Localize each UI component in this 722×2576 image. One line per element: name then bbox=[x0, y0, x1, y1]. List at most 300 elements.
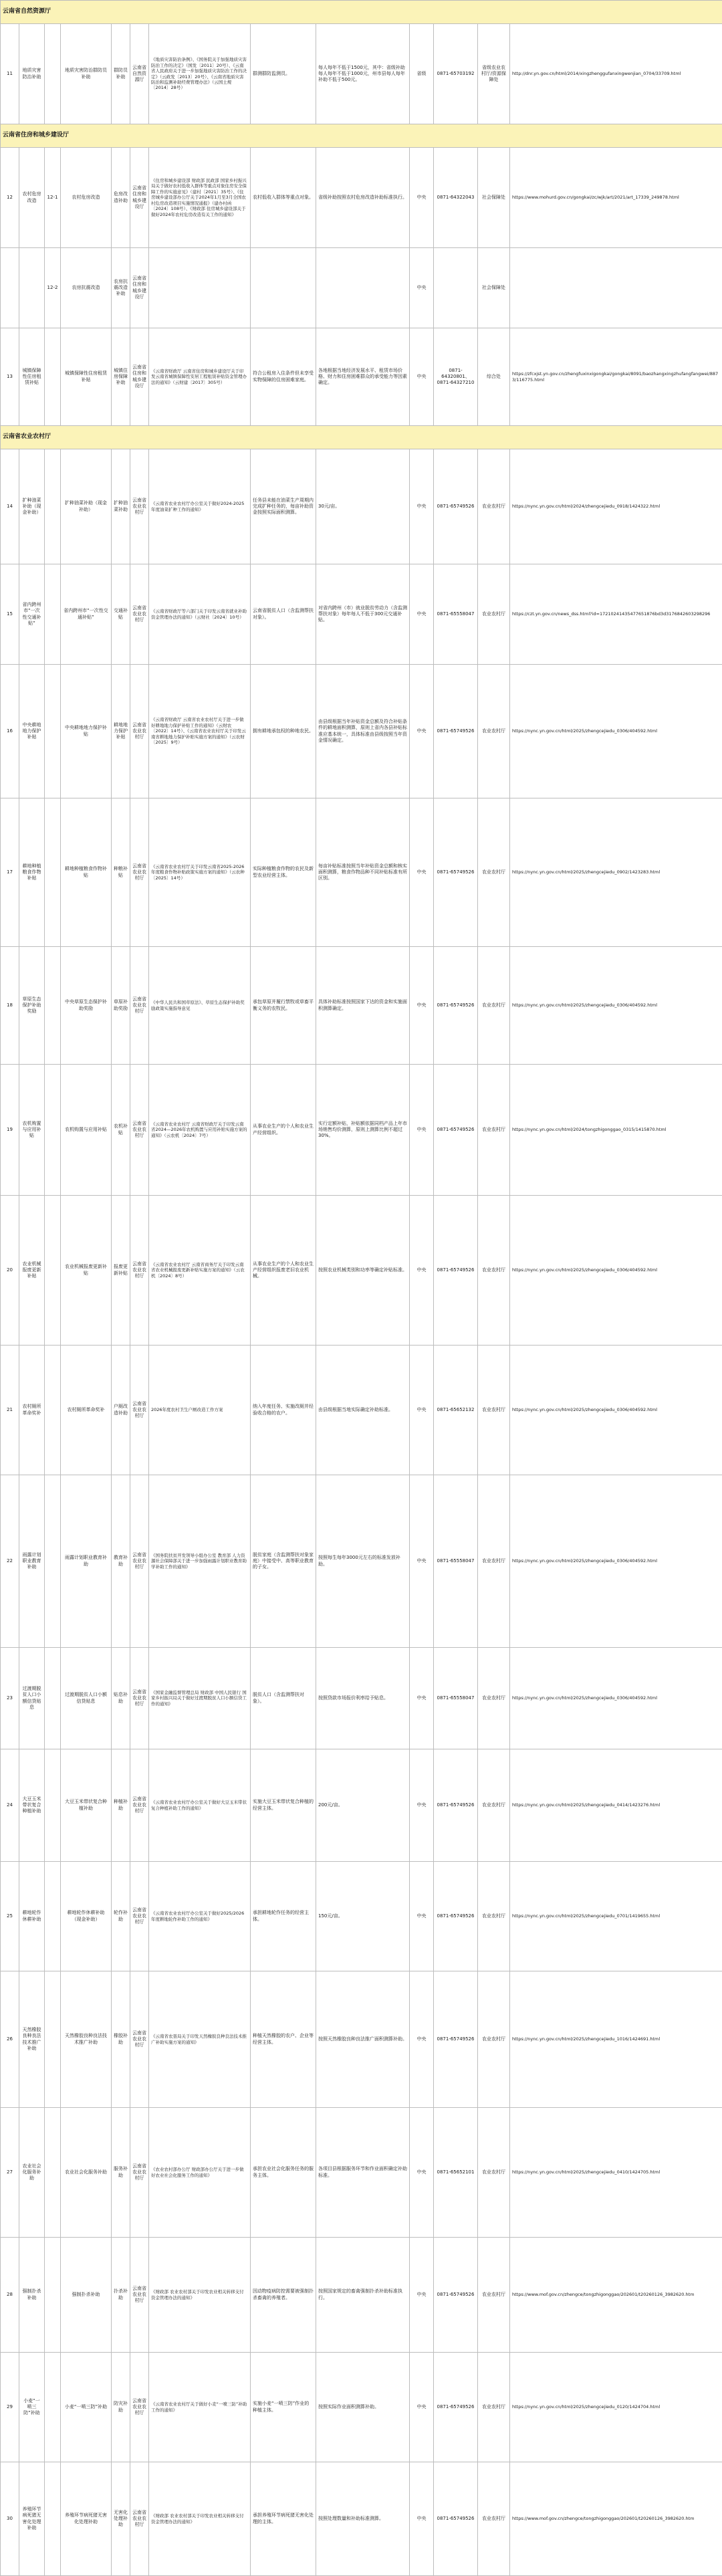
row-number-cell: 11 bbox=[1, 24, 19, 124]
subsidy-standard-cell: 由县级根据当年补贴资金总额及符合补贴条件的耕地面积测算，原则上省内各县补贴标准应基本统一，具体标准由县级按照当年资金情况确定。 bbox=[316, 665, 410, 798]
contact-phone-cell: 0871-65703192 bbox=[434, 24, 478, 124]
subsidy-category-cell: 教育补助 bbox=[112, 1475, 130, 1648]
contact-phone-cell: 0871-65749526 bbox=[434, 2238, 478, 2353]
sub-project-name-cell: 农村危房改造 bbox=[61, 148, 112, 248]
sub-project-name-cell: 天然橡胶良种良法技术推广补助 bbox=[61, 1971, 112, 2108]
subsidy-category-cell: 贴息补助 bbox=[112, 1648, 130, 1749]
contact-phone-cell: 0871-64322043 bbox=[434, 148, 478, 248]
contact-phone-cell: 0871-65749526 bbox=[434, 1862, 478, 1971]
sub-number-cell bbox=[45, 2462, 61, 2576]
subsidy-category-cell: 草原补助奖励 bbox=[112, 947, 130, 1065]
contact-phone-cell: 0871-65749526 bbox=[434, 449, 478, 564]
subsidy-standard-cell: 按照天然橡胶良种良法推广面积测算补助。 bbox=[316, 1971, 410, 2108]
policy-basis-cell: 《云南省农垦局关于印发天然橡胶良种良法技术推广补助实施方案的通知》 bbox=[149, 1971, 251, 2108]
subsidy-category-cell: 农机补贴 bbox=[112, 1065, 130, 1196]
responsible-office-cell: 农业农村厅 bbox=[478, 2108, 510, 2238]
table-row bbox=[1, 947, 722, 1065]
subsidy-target-cell: 实施小麦“一喷三防”作业的种植主体。 bbox=[251, 2353, 316, 2462]
row-number-cell: 12 bbox=[1, 148, 19, 248]
policy-url-cell[interactable] bbox=[510, 248, 722, 328]
project-name-cell: 农业机械报废更新补贴 bbox=[19, 1196, 45, 1346]
project-name-cell: 农村厕所革命奖补 bbox=[19, 1346, 45, 1475]
project-name-cell bbox=[19, 248, 45, 328]
fund-level-cell: 中央 bbox=[410, 1196, 434, 1346]
row-number-cell: 19 bbox=[1, 1065, 19, 1196]
sub-project-name-cell: 养殖环节病死猪无害化处理补助 bbox=[61, 2462, 112, 2576]
subsidy-standard-cell: 每人每年不低于1500元，其中：省级补助每人每年不低于1000元，州市县每人每年补助不低于500元。 bbox=[316, 24, 410, 124]
subsidy-standard-cell: 30元/亩。 bbox=[316, 449, 410, 564]
subsidy-standard-cell: 实行定额补贴，补贴额依据同档产品上年市场销售均价测算，原则上测算比例不超过30%。 bbox=[316, 1065, 410, 1196]
subsidy-target-cell: 承担农业社会化服务任务的服务主体。 bbox=[251, 2108, 316, 2238]
sub-number-cell bbox=[45, 1065, 61, 1196]
subsidy-category-cell: 轮作补助 bbox=[112, 1862, 130, 1971]
responsible-office-cell: 农业农村厅 bbox=[478, 1749, 510, 1862]
responsible-office-cell: 农业农村厅 bbox=[478, 2462, 510, 2576]
sub-project-name-cell: 中央草原生态保护补助奖励 bbox=[61, 947, 112, 1065]
contact-phone-cell: 0871-65652101 bbox=[434, 2108, 478, 2238]
fund-level-cell: 中央 bbox=[410, 1475, 434, 1648]
responsible-office-cell: 农业农村厅 bbox=[478, 665, 510, 798]
contact-phone-cell: 0871-65749526 bbox=[434, 1971, 478, 2108]
sub-project-name-cell: 农业机械报废更新补贴 bbox=[61, 1196, 112, 1346]
project-name-cell: 雨露计划职业教育补助 bbox=[19, 1475, 45, 1648]
project-name-cell: 大豆玉米带状复合种植补助 bbox=[19, 1749, 45, 1862]
row-number-cell: 20 bbox=[1, 1196, 19, 1346]
subsidy-category-cell: 橡胶补助 bbox=[112, 1971, 130, 2108]
policy-url-cell[interactable]: https://nync.yn.gov.cn/html/2025/zhengcejiedu_0410/1424705.html bbox=[510, 2108, 722, 2238]
policy-url-cell[interactable]: https://nync.yn.gov.cn/html/2025/zhengcejiedu_0306/404592.html bbox=[510, 1346, 722, 1475]
subsidy-category-cell: 种粮补贴 bbox=[112, 798, 130, 947]
policy-url-cell[interactable]: https://nync.yn.gov.cn/html/2025/zhengcejiedu_0701/1419655.html bbox=[510, 1862, 722, 1971]
policy-basis-cell: 2026年度农村卫生户厕改造工作方案 bbox=[149, 1346, 251, 1475]
sub-number-cell bbox=[45, 328, 61, 426]
sub-project-name-cell: 中央耕地地力保护补贴 bbox=[61, 665, 112, 798]
responsible-office-cell: 社会保障处 bbox=[478, 148, 510, 248]
sub-project-name-cell: 强制扑杀补助 bbox=[61, 2238, 112, 2353]
row-number-cell: 25 bbox=[1, 1862, 19, 1971]
sub-number-cell bbox=[45, 564, 61, 665]
fund-level-cell: 中央 bbox=[410, 947, 434, 1065]
fund-level-cell: 中央 bbox=[410, 1971, 434, 2108]
sub-project-name-cell: 大豆玉米带状复合种植补助 bbox=[61, 1749, 112, 1862]
sub-project-name-cell: 农房抗震改造 bbox=[61, 248, 112, 328]
policy-url-cell[interactable]: https://nync.yn.gov.cn/html/2025/zhengcejiedu_1016/1424691.html bbox=[510, 1971, 722, 2108]
row-number-cell: 13 bbox=[1, 328, 19, 426]
fund-level-cell: 中央 bbox=[410, 2462, 434, 2576]
row-number-cell: 17 bbox=[1, 798, 19, 947]
contact-phone-cell: 0871-65749526 bbox=[434, 665, 478, 798]
sub-project-name-cell: 农村厕所革命奖补 bbox=[61, 1346, 112, 1475]
subsidy-standard-cell: 对省内跨州（市）就业脱贫劳动力（含监测帮扶对象）每年每人不低于300元交通补贴。 bbox=[316, 564, 410, 665]
contact-phone-cell: 0871-65558047 bbox=[434, 564, 478, 665]
subsidy-standard-cell: 由县级根据当地实际确定补助标准。 bbox=[316, 1346, 410, 1475]
section-title: 云南省自然资源厅 bbox=[1, 1, 722, 24]
table-row bbox=[1, 1648, 722, 1749]
row-number-cell: 14 bbox=[1, 449, 19, 564]
subsidy-standard-cell: 按照实际作业面积测算补助。 bbox=[316, 2353, 410, 2462]
responsible-office-cell: 农业农村厅 bbox=[478, 947, 510, 1065]
project-name-cell: 养殖环节病死猪无害化处理补助 bbox=[19, 2462, 45, 2576]
policy-url-cell[interactable]: https://nync.yn.gov.cn/html/2025/zhengcejiedu_0902/1423283.html bbox=[510, 798, 722, 947]
table-body bbox=[1, 1, 722, 2576]
subsidy-standard-cell: 按照农业机械类别和功率等确定补贴标准。 bbox=[316, 1196, 410, 1346]
project-name-cell: 农机购置与应用补贴 bbox=[19, 1065, 45, 1196]
fund-level-cell: 中央 bbox=[410, 1346, 434, 1475]
fund-level-cell: 中央 bbox=[410, 1862, 434, 1971]
department-cell: 云南省农业农村厅 bbox=[130, 2353, 149, 2462]
section-header bbox=[1, 1, 722, 24]
department-cell: 云南省农业农村厅 bbox=[130, 2238, 149, 2353]
sub-project-name-cell: 耕地种植粮食作物补贴 bbox=[61, 798, 112, 947]
subsidy-standard-cell: 具体补助标准按照国家下达的资金和实施面积测算确定。 bbox=[316, 947, 410, 1065]
project-name-cell: 城镇保障性住房租赁补贴 bbox=[19, 328, 45, 426]
contact-phone-cell: 0871-64320801、0871-64327210 bbox=[434, 328, 478, 426]
policy-url-cell[interactable]: https://www.mof.gov.cn/zhengce/tongzhigonggao/202601/t20260126_3982620.htm bbox=[510, 2462, 722, 2576]
policy-basis-cell: 《云南省财政厅 云南省住房和城乡建设厅关于印发云南省城镇保障性安居工程租赁补贴资金管理办法的通知》（云财建〔2017〕305号） bbox=[149, 328, 251, 426]
department-cell: 云南省农业农村厅 bbox=[130, 2108, 149, 2238]
project-name-cell: 省内跨州市“一次性交通补贴” bbox=[19, 564, 45, 665]
table-row bbox=[1, 2238, 722, 2353]
department-cell: 云南省农业农村厅 bbox=[130, 798, 149, 947]
fund-level-cell: 中央 bbox=[410, 2353, 434, 2462]
subsidy-target-cell: 符合公租房入住条件但未享受实物保障的住房困难家庭。 bbox=[251, 328, 316, 426]
policy-basis-cell: 《财政部 农业农村部关于印发农业相关转移支付资金管理办法的通知》 bbox=[149, 2462, 251, 2576]
row-number-cell: 26 bbox=[1, 1971, 19, 2108]
contact-phone-cell: 0871-65652132 bbox=[434, 1346, 478, 1475]
subsidy-category-cell: 报废更新补贴 bbox=[112, 1196, 130, 1346]
responsible-office-cell: 农业农村厅 bbox=[478, 1475, 510, 1648]
table-row bbox=[1, 1971, 722, 2108]
sub-number-cell bbox=[45, 2353, 61, 2462]
department-cell: 云南省农业农村厅 bbox=[130, 1862, 149, 1971]
sub-number-cell bbox=[45, 24, 61, 124]
contact-phone-cell: 0871-65749526 bbox=[434, 798, 478, 947]
contact-phone-cell: 0871-65749526 bbox=[434, 1196, 478, 1346]
subsidy-category-cell: 防灾补助 bbox=[112, 2353, 130, 2462]
subsidy-target-cell: 种植天然橡胶的农户、企业等经营主体。 bbox=[251, 1971, 316, 2108]
department-cell: 云南省农业农村厅 bbox=[130, 2462, 149, 2576]
policy-url-cell[interactable]: https://nync.yn.gov.cn/html/2024/zhengcejiedu_0918/1424322.html bbox=[510, 449, 722, 564]
policy-basis-cell: 《云南省农业农村厅关于印发云南省2025-2026年度粮食作物补贴政策实施方案的通知》（云农种〔2025〕14号） bbox=[149, 798, 251, 947]
subsidy-category-cell: 危房改造补助 bbox=[112, 148, 130, 248]
table-row bbox=[1, 2353, 722, 2462]
sub-number-cell bbox=[45, 1971, 61, 2108]
sub-number-cell bbox=[45, 1196, 61, 1346]
policy-url-cell[interactable]: https://nync.yn.gov.cn/html/2025/zhengcejiedu_0306/404592.html bbox=[510, 665, 722, 798]
subsidy-standard-cell: 每亩补贴标准按照当年补贴资金总额和核实面积测算，粮食作物品种不同补贴标准有所区别。 bbox=[316, 798, 410, 947]
table-row bbox=[1, 248, 722, 328]
subsidy-category-cell: 种植补助 bbox=[112, 1749, 130, 1862]
contact-phone-cell: 0871-65749526 bbox=[434, 1749, 478, 1862]
subsidy-target-cell: 任务县未能在油菜生产周期内完成扩种任务的，每亩补助资金按照实际面积测算。 bbox=[251, 449, 316, 564]
sub-project-name-cell: 雨露计划职业教育补助 bbox=[61, 1475, 112, 1648]
policy-url-cell[interactable]: https://www.mohurd.gov.cn/gongkai/zc/wjk/art/2021/art_17339_249878.html bbox=[510, 148, 722, 248]
subsidy-standard-cell: 200元/亩。 bbox=[316, 1749, 410, 1862]
policy-basis-cell: 《云南省财政厅 云南省农业农村厅关于进一步做好耕地地力保护补贴工作的通知》（云财农〔2022〕14号）、《云南省农业农村厅关于印发云南省耕地地力保护补贴实施方案的通知》（云农财〔2025〕9号） bbox=[149, 665, 251, 798]
policy-url-cell[interactable]: https://nync.yn.gov.cn/html/2025/zhengcejiedu_0306/404592.html bbox=[510, 1196, 722, 1346]
department-cell: 云南省自然资源厅 bbox=[130, 24, 149, 124]
table-row bbox=[1, 1749, 722, 1862]
department-cell: 云南省农业农村厅 bbox=[130, 1648, 149, 1749]
fund-level-cell: 省级 bbox=[410, 24, 434, 124]
subsidy-target-cell: 承担耕地轮作任务的经营主体。 bbox=[251, 1862, 316, 1971]
department-cell: 云南省农业农村厅 bbox=[130, 564, 149, 665]
department-cell: 云南省农业农村厅 bbox=[130, 665, 149, 798]
table-row bbox=[1, 1065, 722, 1196]
project-name-cell: 耕地轮作休耕补助 bbox=[19, 1862, 45, 1971]
subsidy-standard-cell bbox=[316, 248, 410, 328]
subsidy-target-cell: 云南省脱贫人口（含监测帮扶对象）。 bbox=[251, 564, 316, 665]
subsidy-category-cell: 户厕改造补助 bbox=[112, 1346, 130, 1475]
sub-number-cell bbox=[45, 1648, 61, 1749]
policy-url-cell[interactable]: http://dnr.yn.gov.cn/html/2014/xingzhenggufanxingwenjian_0704/33709.html bbox=[510, 24, 722, 124]
subsidy-standard-cell: 150元/亩。 bbox=[316, 1862, 410, 1971]
project-name-cell: 过渡期脱贫人口小额信贷贴息 bbox=[19, 1648, 45, 1749]
sub-number-cell bbox=[45, 2108, 61, 2238]
row-number-cell: 23 bbox=[1, 1648, 19, 1749]
responsible-office-cell: 省级农业农村厅/资源保障处 bbox=[478, 24, 510, 124]
subsidy-target-cell: 实施大豆玉米带状复合种植的经营主体。 bbox=[251, 1749, 316, 1862]
policy-url-cell[interactable]: https://www.mof.gov.cn/zhengce/tongzhigonggao/202601/t20260126_3982620.htm bbox=[510, 2238, 722, 2353]
sub-project-name-cell: 扩种油菜补助（现金补助） bbox=[61, 449, 112, 564]
sub-number-cell bbox=[45, 1749, 61, 1862]
subsidy-target-cell: 承担养殖环节病死猪无害化处理的主体。 bbox=[251, 2462, 316, 2576]
table-row bbox=[1, 564, 722, 665]
policy-basis-cell: 《国务院扶贫开发领导小组办公室 教育部 人力资源社会保障部关于进一步加强雨露计划职业教育助学补助工作的通知》 bbox=[149, 1475, 251, 1648]
sub-number-cell bbox=[45, 2238, 61, 2353]
project-name-cell: 强制扑杀补助 bbox=[19, 2238, 45, 2353]
subsidy-target-cell: 脱贫人口（含监测帮扶对象）。 bbox=[251, 1648, 316, 1749]
row-number-cell: 30 bbox=[1, 2462, 19, 2576]
responsible-office-cell: 农业农村厅 bbox=[478, 564, 510, 665]
sub-project-name-cell: 农机购置与应用补贴 bbox=[61, 1065, 112, 1196]
responsible-office-cell: 农业农村厅 bbox=[478, 2353, 510, 2462]
policy-basis-cell bbox=[149, 248, 251, 328]
department-cell: 云南省农业农村厅 bbox=[130, 1346, 149, 1475]
subsidy-category-cell: 无害化处理补助 bbox=[112, 2462, 130, 2576]
project-name-cell: 中央耕地地力保护补贴 bbox=[19, 665, 45, 798]
table-row bbox=[1, 2108, 722, 2238]
table-row bbox=[1, 148, 722, 248]
sub-number-cell bbox=[45, 1346, 61, 1475]
row-number-cell: 15 bbox=[1, 564, 19, 665]
project-name-cell: 耕地种植粮食作物补贴 bbox=[19, 798, 45, 947]
fund-level-cell: 中央 bbox=[410, 665, 434, 798]
table-row bbox=[1, 665, 722, 798]
sub-number-cell bbox=[45, 798, 61, 947]
table-row bbox=[1, 328, 722, 426]
policy-basis-cell: 《国家金融监督管理总局 财政部 中国人民银行 国家乡村振兴局关于做好过渡期脱贫人口小额信贷工作的通知》 bbox=[149, 1648, 251, 1749]
subsidy-category-cell: 交通补贴 bbox=[112, 564, 130, 665]
responsible-office-cell: 农业农村厅 bbox=[478, 1346, 510, 1475]
row-number-cell: 16 bbox=[1, 665, 19, 798]
contact-phone-cell: 0871-65749526 bbox=[434, 2462, 478, 2576]
policy-url-cell[interactable]: https://nync.yn.gov.cn/html/2025/zhengcejiedu_0414/1423276.html bbox=[510, 1749, 722, 1862]
policy-basis-cell: 《云南省农业农村厅关于做好小麦“一喷三防”补助工作的通知》 bbox=[149, 2353, 251, 2462]
subsidy-standard-cell: 按照每生每年3000元左右的标准发放补助。 bbox=[316, 1475, 410, 1648]
row-number-cell: 21 bbox=[1, 1346, 19, 1475]
subsidy-category-cell: 服务补助 bbox=[112, 2108, 130, 2238]
subsidy-standard-cell: 按照贷款市场报价利率给予贴息。 bbox=[316, 1648, 410, 1749]
row-number-cell: 18 bbox=[1, 947, 19, 1065]
table-row bbox=[1, 24, 722, 124]
policy-url-cell[interactable]: https://nync.yn.gov.cn/html/2025/zhengcejiedu_0306/404592.html bbox=[510, 1475, 722, 1648]
row-number-cell: 22 bbox=[1, 1475, 19, 1648]
fund-level-cell: 中央 bbox=[410, 2108, 434, 2238]
table-row bbox=[1, 2462, 722, 2576]
row-number-cell: 29 bbox=[1, 2353, 19, 2462]
policy-basis-cell: 《云南省农业农村厅办公室关于做好2024-2025年度油菜扩种工作的通知》 bbox=[149, 449, 251, 564]
policy-basis-cell: 《地质灾害防治条例》、《国务院关于加强地质灾害防治工作的决定》（国发〔2011〕20号）、《云南省人民政府关于进一步加强地质灾害防治工作的决定》（云政发〔2013〕20号）、《云南省地质灾害防治和监测补助经费管理办法》（云国土规〔2014〕28号） bbox=[149, 24, 251, 124]
subsidy-category-cell: 扑杀补助 bbox=[112, 2238, 130, 2353]
sub-project-name-cell: 耕地轮作休耕补助（现金补助） bbox=[61, 1862, 112, 1971]
department-cell: 云南省住房和城乡建设厅 bbox=[130, 328, 149, 426]
table-row bbox=[1, 1862, 722, 1971]
subsidy-target-cell: 群测群防监测员。 bbox=[251, 24, 316, 124]
project-name-cell: 天然橡胶良种良法技术推广补助 bbox=[19, 1971, 45, 2108]
project-name-cell: 草原生态保护补助奖励 bbox=[19, 947, 45, 1065]
project-name-cell: 农业社会化服务补助 bbox=[19, 2108, 45, 2238]
responsible-office-cell: 农业农村厅 bbox=[478, 1065, 510, 1196]
project-name-cell: 农村危房改造 bbox=[19, 148, 45, 248]
policy-url-cell[interactable]: https://nync.yn.gov.cn/html/2024/tongzhigonggao_0315/1415870.html bbox=[510, 1065, 722, 1196]
sub-number-cell: 12-2 bbox=[45, 248, 61, 328]
sub-number-cell bbox=[45, 1475, 61, 1648]
subsidy-target-cell: 纳入年度任务、实施改厕并经验收合格的农户。 bbox=[251, 1346, 316, 1475]
department-cell: 云南省农业农村厅 bbox=[130, 1475, 149, 1648]
row-number-cell bbox=[1, 248, 19, 328]
contact-phone-cell: 0871-65749526 bbox=[434, 1065, 478, 1196]
fund-level-cell: 中央 bbox=[410, 1065, 434, 1196]
sub-number-cell bbox=[45, 947, 61, 1065]
project-name-cell: 扩种油菜补助（现金补助） bbox=[19, 449, 45, 564]
subsidy-category-cell: 耕地地力保护补贴 bbox=[112, 665, 130, 798]
fund-level-cell: 中央 bbox=[410, 1648, 434, 1749]
row-number-cell: 27 bbox=[1, 2108, 19, 2238]
subsidy-standard-cell: 省级补助按照农村危房改造补助标准执行。 bbox=[316, 148, 410, 248]
department-cell: 云南省农业农村厅 bbox=[130, 1065, 149, 1196]
subsidy-category-cell: 农房抗震改造补助 bbox=[112, 248, 130, 328]
contact-phone-cell bbox=[434, 248, 478, 328]
subsidy-standard-cell: 按照处理数量和补助标准测算。 bbox=[316, 2462, 410, 2576]
section-title: 云南省农业农村厅 bbox=[1, 426, 722, 449]
table-row bbox=[1, 1346, 722, 1475]
policy-url-cell[interactable]: https://czt.yn.gov.cn/news_dss.html?id=17210241435477651876bd3d3176842603298296 bbox=[510, 564, 722, 665]
responsible-office-cell: 农业农村厅 bbox=[478, 2238, 510, 2353]
table-row bbox=[1, 1475, 722, 1648]
subsidy-category-cell: 扩种油菜补助 bbox=[112, 449, 130, 564]
fund-level-cell: 中央 bbox=[410, 148, 434, 248]
contact-phone-cell: 0871-65749526 bbox=[434, 2353, 478, 2462]
row-number-cell: 24 bbox=[1, 1749, 19, 1862]
sub-project-name-cell: 农业社会化服务补助 bbox=[61, 2108, 112, 2238]
policy-basis-cell: 《财政部 农业农村部关于印发农业相关转移支付资金管理办法的通知》 bbox=[149, 2238, 251, 2353]
policy-basis-cell: 《云南省农业农村厅办公室关于做好大豆玉米带状复合种植补助工作的通知》 bbox=[149, 1749, 251, 1862]
table-row bbox=[1, 449, 722, 564]
responsible-office-cell: 农业农村厅 bbox=[478, 1196, 510, 1346]
policy-basis-cell: 《中华人民共和国草原法》、草原生态保护补助奖励政策实施指导意见 bbox=[149, 947, 251, 1065]
policy-basis-cell: 《云南省农业农村厅办公室关于做好2025/2026年度耕地轮作补助工作的通知》 bbox=[149, 1862, 251, 1971]
department-cell: 云南省农业农村厅 bbox=[130, 1749, 149, 1862]
section-header bbox=[1, 124, 722, 148]
subsidy-target-cell bbox=[251, 248, 316, 328]
subsidy-target-cell: 拥有耕地承包权的种地农民。 bbox=[251, 665, 316, 798]
fund-level-cell: 中央 bbox=[410, 2238, 434, 2353]
fund-level-cell: 中央 bbox=[410, 248, 434, 328]
sub-project-name-cell: 城镇保障性住房租赁补贴 bbox=[61, 328, 112, 426]
project-name-cell: 小麦“一喷三防”补助 bbox=[19, 2353, 45, 2462]
sub-project-name-cell: 地质灾害防治群防员补助 bbox=[61, 24, 112, 124]
subsidy-target-cell: 农村低收入群体等重点对象。 bbox=[251, 148, 316, 248]
responsible-office-cell: 综合处 bbox=[478, 328, 510, 426]
fund-level-cell: 中央 bbox=[410, 449, 434, 564]
responsible-office-cell: 社会保障处 bbox=[478, 248, 510, 328]
responsible-office-cell: 农业农村厅 bbox=[478, 1971, 510, 2108]
department-cell: 云南省农业农村厅 bbox=[130, 1196, 149, 1346]
policy-basis-cell: 《住房和城乡建设部 财政部 民政部 国家乡村振兴局关于做好农村低收入群体等重点对象住房安全保障工作的实施意见》（建村〔2021〕35号）、《住房城乡建设部办公厅关于2024年1月至3月全国农村危房改造项目实施情况通报》（建办村函〔2024〕108号）、《财政部 住房城乡建设部关于做好2024年农村危房改造有关工作的通知》 bbox=[149, 148, 251, 248]
contact-phone-cell: 0871-65749526 bbox=[434, 947, 478, 1065]
sub-project-name-cell: 小麦“一喷三防”补助 bbox=[61, 2353, 112, 2462]
subsidy-standard-cell: 各地根据当地经济发展水平、租赁市场价格、财力和住房困难群众的承受能力等因素确定。 bbox=[316, 328, 410, 426]
subsidy-category-cell: 群防员补助 bbox=[112, 24, 130, 124]
responsible-office-cell: 农业农村厅 bbox=[478, 449, 510, 564]
fund-level-cell: 中央 bbox=[410, 328, 434, 426]
policy-url-cell[interactable]: https://nync.yn.gov.cn/html/2025/zhengcejiedu_0120/1424704.html bbox=[510, 2353, 722, 2462]
subsidy-standard-cell: 按照国家规定的畜禽强制扑杀补助标准执行。 bbox=[316, 2238, 410, 2353]
subsidy-target-cell: 脱贫家庭（含监测帮扶对象家庭）中接受中、高等职业教育的子女。 bbox=[251, 1475, 316, 1648]
project-name-cell: 地质灾害防治补助 bbox=[19, 24, 45, 124]
sub-number-cell bbox=[45, 449, 61, 564]
department-cell: 云南省住房和城乡建设厅 bbox=[130, 248, 149, 328]
table-row bbox=[1, 1196, 722, 1346]
policy-basis-cell: 《云南省财政厅等六部门关于印发云南省就业补助资金管理办法的通知》（云财社〔2024〕10号） bbox=[149, 564, 251, 665]
subsidy-target-cell: 实际种植粮食作物的农民及新型农业经营主体。 bbox=[251, 798, 316, 947]
sub-project-name-cell: 过渡期脱贫人口小额信贷贴息 bbox=[61, 1648, 112, 1749]
responsible-office-cell: 农业农村厅 bbox=[478, 798, 510, 947]
department-cell: 云南省农业农村厅 bbox=[130, 947, 149, 1065]
policy-url-cell[interactable]: https://nync.yn.gov.cn/html/2025/zhengcejiedu_0306/404592.html bbox=[510, 947, 722, 1065]
sub-project-name-cell: 省内跨州市“一次性交通补贴” bbox=[61, 564, 112, 665]
section-title: 云南省住房和城乡建设厅 bbox=[1, 124, 722, 148]
responsible-office-cell: 农业农村厅 bbox=[478, 1648, 510, 1749]
sub-number-cell bbox=[45, 1862, 61, 1971]
sub-number-cell bbox=[45, 665, 61, 798]
subsidy-target-cell: 从事农业生产的个人和农业生产经营组织报废老旧农业机械。 bbox=[251, 1196, 316, 1346]
policy-url-cell[interactable]: https://zfcxjst.yn.gov.cn/zhengfuxinxigongkai/gongkai/8091/baozhangxingzhufangfangwei/8873/116775.html bbox=[510, 328, 722, 426]
contact-phone-cell: 0871-65558047 bbox=[434, 1648, 478, 1749]
policy-basis-cell: 《云南省农业农村厅 云南省财政厅关于印发云南省2024—2026年农机购置与应用补贴实施方案的通知》（云农机〔2024〕7号） bbox=[149, 1065, 251, 1196]
subsidy-standard-cell: 各项目县根据服务环节和作业面积确定补助标准。 bbox=[316, 2108, 410, 2238]
table-row bbox=[1, 798, 722, 947]
department-cell: 云南省农业农村厅 bbox=[130, 1971, 149, 2108]
subsidy-target-cell: 因动物疫病防控需要被强制扑杀畜禽的养殖者。 bbox=[251, 2238, 316, 2353]
fund-level-cell: 中央 bbox=[410, 1749, 434, 1862]
subsidy-target-cell: 承包草原并履行禁牧或草畜平衡义务的农牧民。 bbox=[251, 947, 316, 1065]
policy-basis-cell: 《云南省农业农村厅 云南省商务厅关于印发云南省农业机械报废更新补贴实施方案的通知》（云农机〔2024〕8号） bbox=[149, 1196, 251, 1346]
policy-url-cell[interactable]: https://nync.yn.gov.cn/html/2025/zhengcejiedu_0306/404592.html bbox=[510, 1648, 722, 1749]
policy-basis-cell: 《农业农村部办公厅 财政部办公厅关于进一步做好农业社会化服务工作的通知》 bbox=[149, 2108, 251, 2238]
section-header bbox=[1, 426, 722, 449]
fund-level-cell: 中央 bbox=[410, 798, 434, 947]
fund-level-cell: 中央 bbox=[410, 564, 434, 665]
row-number-cell: 28 bbox=[1, 2238, 19, 2353]
responsible-office-cell: 农业农村厅 bbox=[478, 1862, 510, 1971]
department-cell: 云南省住房和城乡建设厅 bbox=[130, 148, 149, 248]
subsidy-target-cell: 从事农业生产的个人和农业生产经营组织。 bbox=[251, 1065, 316, 1196]
sub-number-cell: 12-1 bbox=[45, 148, 61, 248]
contact-phone-cell: 0871-65558047 bbox=[434, 1475, 478, 1648]
subsidy-category-cell: 城镇住房保障补助 bbox=[112, 328, 130, 426]
